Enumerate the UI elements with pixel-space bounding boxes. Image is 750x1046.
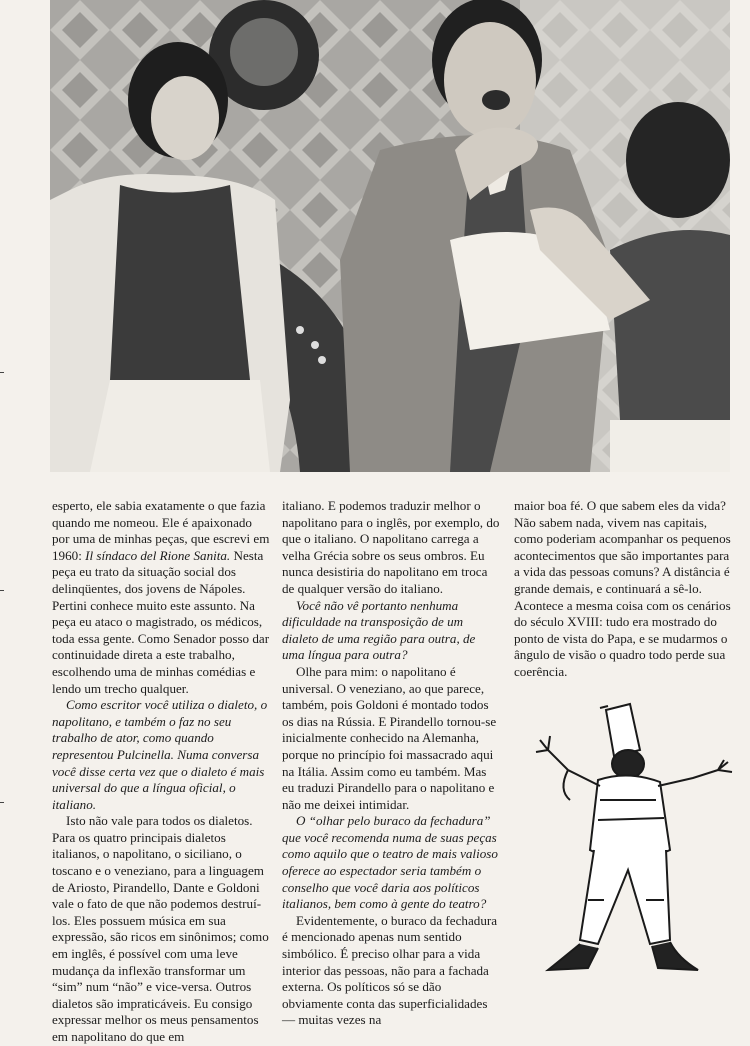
- paragraph: Olhe para mim: o napolitano é universal. O veneziano, ao que parece, também, pois Goldoni é montado todos os dias na Rússia. E Pirandello tornou-se inicialmente conhecido na Alemanha, porque no princípio foi massacrado aqui na Itália. Assim como eu também. Mas eu traduzi Pirandello para o napolitano e não me deixei intimidar.: [282, 663, 497, 812]
- paragraph: maior boa fé. O que sabem eles da vida? Não sabem nada, vivem nas capitais, como poderiam acompanhar os pequenos acontecimentos que são importantes para a vida das pessoas comuns? A distância é grande demais, e continuará a sê-lo. Acontece a mesma coisa com os cenários do século XVIII: tudo era mostrado do ponto de vista do Papa, e se mudarmos o ângulo de visão o quadro todo perde sua coerência.: [514, 498, 731, 679]
- interview-question: O “olhar pelo buraco da fechadura” que você recomenda numa de suas peças como aquilo que o teatro de mais valioso oferece ao espectador seria também o conselho que você daria aos políticos italianos, bem como à gente do teatro?: [282, 813, 498, 912]
- paragraph: italiano. E podemos traduzir melhor o napolitano para o inglês, por exemplo, do que o italiano. O napolitano carrega a velha Grécia sobre os seus ombros. Eu nunca desistiria do napolitano em troca de qualquer versão do italiano.: [282, 498, 500, 596]
- pulcinella-drawing-icon: [528, 700, 736, 982]
- paragraph: Evidentemente, o buraco da fechadura é mencionado apenas num sentido simbólico. É preciso olhar para a vida interior das pessoas, não para a fachada externa. Os políticos só se dão obviamente conta das superficialidades — muitas vezes na: [282, 912, 498, 1028]
- text-column-1: [52, 498, 270, 1046]
- paragraph: Isto não vale para todos os dialetos. Para os quatro principais dialetos italianos, o napolitano, o siciliano, o toscano e o veneziano, para a linguagem de Ariosto, Pirandello, Dante e Goldoni vale o fato de que não podemos destruí-los. Eles possuem música em sua expressão, são ricos em sinônimos; como em inglês, é possível com uma leve mudança da inflexão transformar um “sim” num “não” e vice-versa. Outros dialetos são impraticáveis. Eu consigo expressar melhor os meus pensamentos em napolitano do que em: [52, 813, 269, 1044]
- interview-question: Como escritor você utiliza o dialeto, o napolitano, e também o faz no seu trabalho de ator, como quando representou Pulcinella. Numa conversa você disse certa vez que o dialeto é mais universal do que a língua oficial, o italiano.: [52, 697, 268, 812]
- interview-question: Você não vê portanto nenhuma dificuldade na transposição de um dialeto de uma região para outra, de uma língua para outra?: [282, 597, 476, 663]
- text-column-3: [514, 498, 732, 681]
- paragraph: esperto, ele sabia exatamente o que fazia quando me nomeou. Ele é apaixonado por uma de minhas peças, que escrevi em 1960: Il síndaco del Rione Sanita. Nesta peça eu trato da situação social dos delinqüentes, dos jovens de Nápoles. Pertini conhece muito este assunto. Na peça eu ataco o magistrado, os médicos, toda essa gente. Como Senador posso dar continuidade direta a este trabalho, escolhendo uma de minhas comédias e lendo um trecho qualquer.: [52, 498, 270, 696]
- text-column-2: [282, 498, 500, 1029]
- stage-photo: [50, 0, 730, 472]
